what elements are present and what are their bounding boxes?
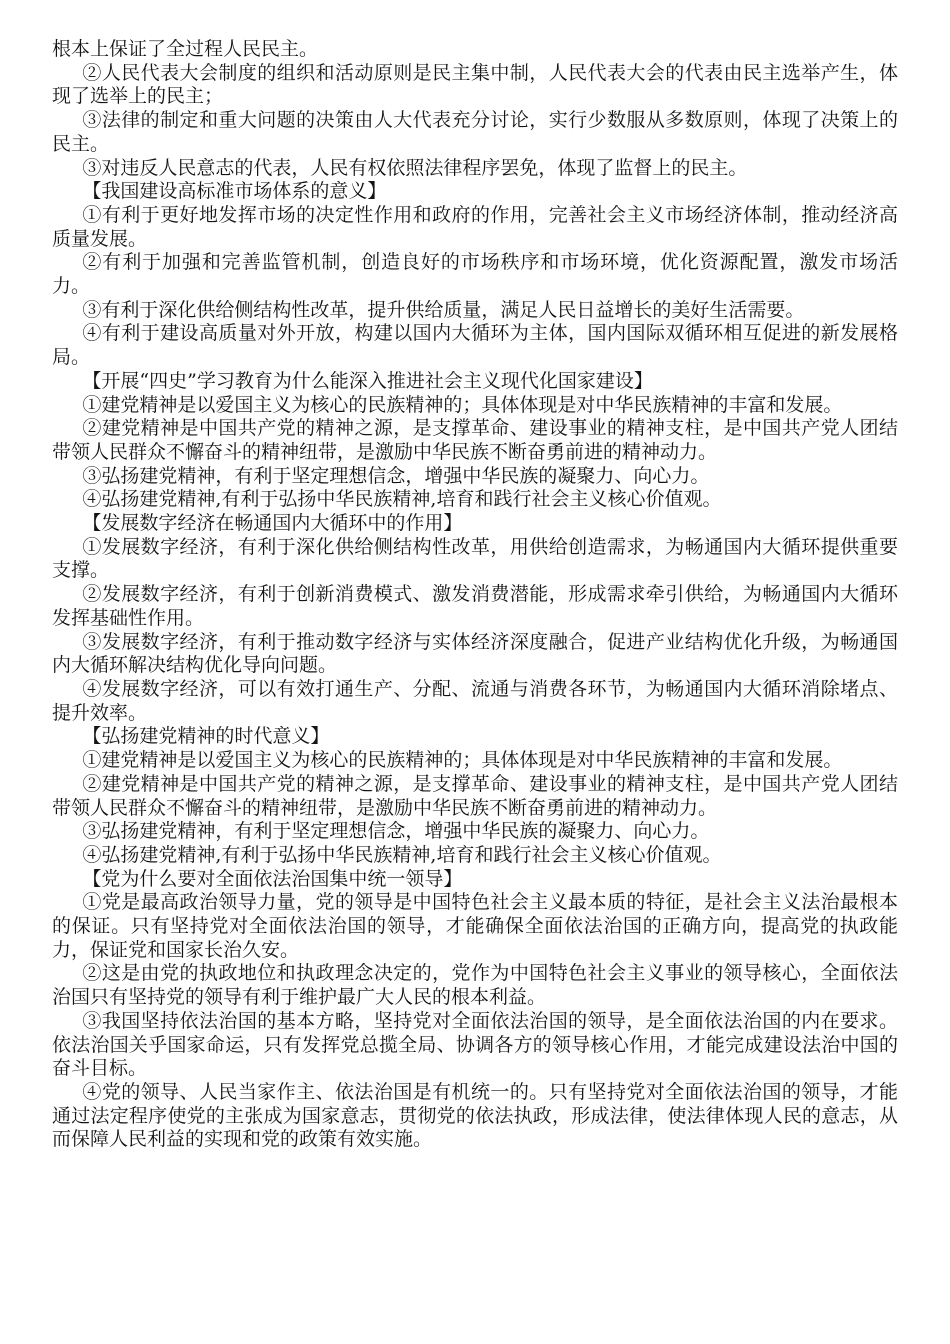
paragraph: ④有利于建设高质量对外开放，构建以国内大循环为主体，国内国际双循环相互促进的新发展格局。 xyxy=(52,322,898,369)
paragraph: ③弘扬建党精神，有利于坚定理想信念，增强中华民族的凝聚力、向心力。 xyxy=(82,820,710,843)
paragraph: ②发展数字经济，有利于创新消费模式、激发消费潜能，形成需求牵引供给，为畅通国内大循环发挥基础性作用。 xyxy=(52,583,898,629)
paragraph: ③我国坚持依法治国的基本方略，坚持党对全面依法治国的领导，是全面依法治国的内在要求。依法治国关乎国家命运，只有发挥党总揽全局、协调各方的领导核心作用，才能完成建设法治中国的奋斗目标。 xyxy=(52,1009,898,1080)
paragraph: ②有利于加强和完善监管机制，创造良好的市场秩序和市场环境，优化资源配置，激发市场活力。 xyxy=(52,251,898,298)
paragraph: ②人民代表大会制度的组织和活动原则是民主集中制，人民代表大会的代表由民主选举产生，体现了选举上的民主； xyxy=(52,61,898,108)
section-heading: 【开展“四史”学习教育为什么能深入推进社会主义现代化国家建设】 xyxy=(82,369,653,392)
paragraph: ③法律的制定和重大问题的决策由人大代表充分讨论，实行少数服从多数原则，体现了决策上的民主。 xyxy=(52,109,898,155)
paragraph: ④党的领导、人民当家作主、依法治国是有机统一的。只有坚持党对全面依法治国的领导，才能通过法定程序使党的主张成为国家意志，贯彻党的依法执政，形成法律，使法律体现人民的意志，从而保障人民利益的实现和党的政策有效实施。 xyxy=(52,1080,898,1151)
paragraph: ①党是最高政治领导力量，党的领导是中国特色社会主义最本质的特征，是社会主义法治最根本的保证。只有坚持党对全面依法治国的领导，才能确保全面依法治国的正确方向，提高党的执政能力，保证党和国家长治久安。 xyxy=(52,891,898,961)
paragraph: ④弘扬建党精神,有利于弘扬中华民族精神,培育和践行社会主义核心价值观。 xyxy=(82,488,722,511)
paragraph: ④发展数字经济，可以有效打通生产、分配、流通与消费各环节，为畅通国内大循环消除堵点、提升效率。 xyxy=(52,677,898,724)
section-heading: 【党为什么要对全面依法治国集中统一领导】 xyxy=(82,867,463,890)
paragraph: ③有利于深化供给侧结构性改革，提升供给质量，满足人民日益增长的美好生活需要。 xyxy=(82,298,805,321)
section-heading: 【发展数字经济在畅通国内大循环中的作用】 xyxy=(82,512,463,535)
section-heading: 【我国建设高标准市场体系的意义】 xyxy=(82,180,387,203)
document-body xyxy=(52,38,898,1152)
paragraph: ③弘扬建党精神，有利于坚定理想信念，增强中华民族的凝聚力、向心力。 xyxy=(82,464,710,487)
paragraph: ②建党精神是中国共产党的精神之源，是支撑革命、建设事业的精神支柱，是中国共产党人团结带领人民群众不懈奋斗的精神纽带，是激励中华民族不断奋勇前进的精神动力。 xyxy=(52,772,898,819)
paragraph: ②这是由党的执政地位和执政理念决定的，党作为中国特色社会主义事业的领导核心，全面依法治国只有坚持党的领导有利于维护最广大人民的根本利益。 xyxy=(52,962,898,1009)
section-heading: 【弘扬建党精神的时代意义】 xyxy=(82,725,330,748)
paragraph: ①建党精神是以爱国主义为核心的民族精神的；具体体现是对中华民族精神的丰富和发展。 xyxy=(82,749,843,772)
paragraph: ③发展数字经济，有利于推动数字经济与实体经济深度融合，促进产业结构优化升级，为畅通国内大循环解决结构优化导向问题。 xyxy=(52,630,898,677)
paragraph: 根本上保证了全过程人民民主。 xyxy=(52,38,319,60)
paragraph: ①建党精神是以爱国主义为核心的民族精神的；具体体现是对中华民族精神的丰富和发展。 xyxy=(82,393,843,416)
paragraph: ①有利于更好地发挥市场的决定性作用和政府的作用，完善社会主义市场经济体制，推动经济高质量发展。 xyxy=(52,203,898,250)
paragraph: ③对违反人民意志的代表，人民有权依照法律程序罢免，体现了监督上的民主。 xyxy=(82,156,748,179)
paragraph: ②建党精神是中国共产党的精神之源，是支撑革命、建设事业的精神支柱，是中国共产党人团结带领人民群众不懈奋斗的精神纽带，是激励中华民族不断奋勇前进的精神动力。 xyxy=(52,417,898,463)
paragraph: ④弘扬建党精神,有利于弘扬中华民族精神,培育和践行社会主义核心价值观。 xyxy=(82,843,722,866)
paragraph: ①发展数字经济，有利于深化供给侧结构性改革，用供给创造需求，为畅通国内大循环提供重要支撑。 xyxy=(52,535,898,582)
